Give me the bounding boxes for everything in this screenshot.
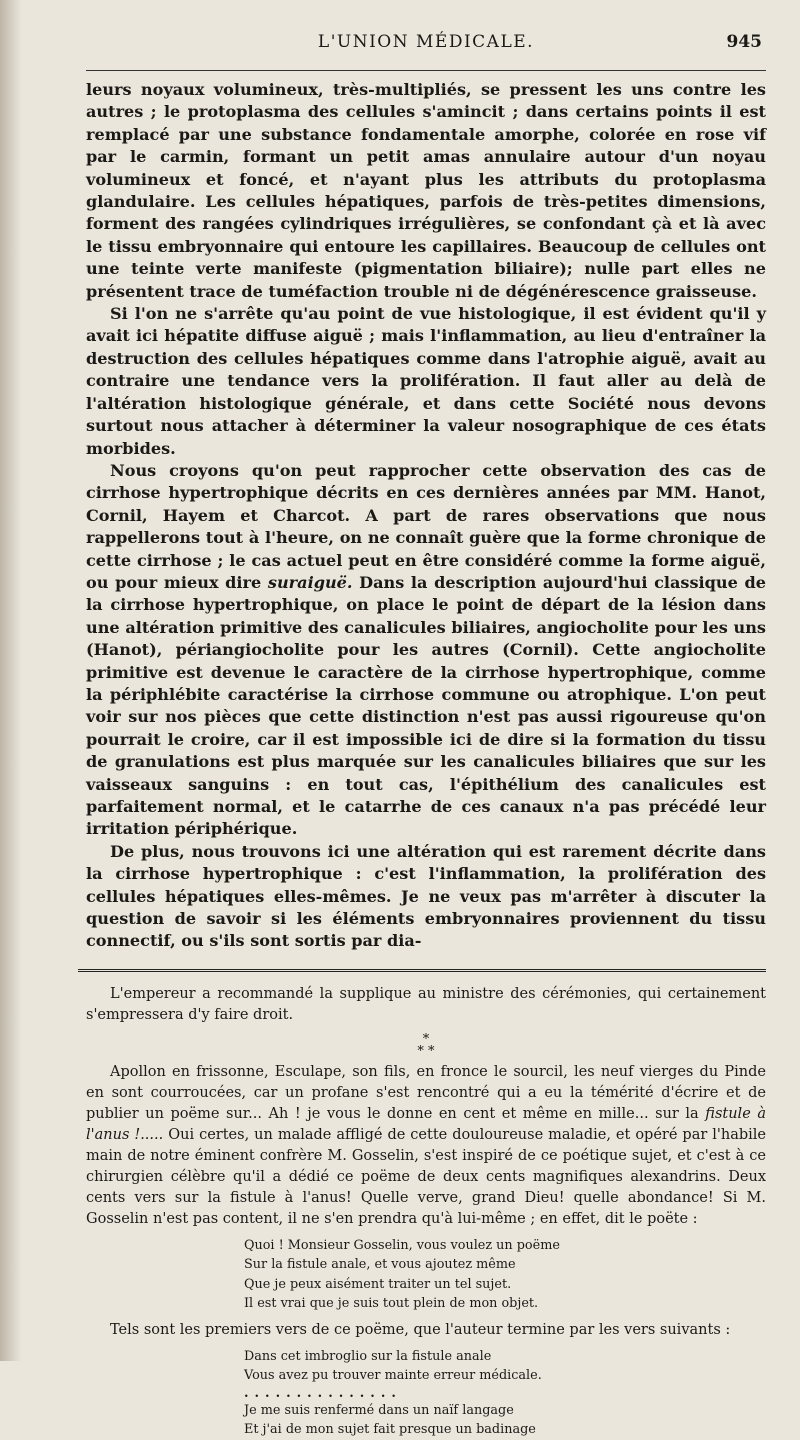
feuilleton-paragraph: Tels sont les premiers vers de ce poëme, que l'auteur termine par les vers suivants : (110, 1321, 731, 1338)
verse-line: Dans cet imbroglio sur la fistule anale (244, 1348, 492, 1364)
verse-line: Et j'ai de mon sujet fait presque un badinage (244, 1422, 536, 1438)
feuilleton-paragraph: L'empereur a recommandé la supplique au ministre des cérémonies, qui certainement s'empressera d'y faire droit. (86, 985, 766, 1023)
verse-block (244, 1236, 766, 1314)
article-paragraph (86, 460, 766, 841)
verse-line: Je me suis renfermé dans un naïf langage (244, 1402, 514, 1418)
header-rule (86, 70, 766, 71)
page-number: 945 (726, 32, 762, 52)
article-paragraph-text: Dans la description aujourd'hui classique de la cirrhose hypertrophique, on place le point de départ de la lésion dans une altération primitive des canalicules biliaires, angiocholite pour les uns (Hanot), périangiocholite pour les autres (Cornil). Cette angiocholite primitive est devenue le caractère de la cirrhose hypertrophique, comme la périphlébite caractérise la cirrhose commune ou atrophique. L'on peut voir sur nos pièces que cette distinction n'est pas aussi rigoureuse qu'on pourrait le croire, car il est impossible ici de dire si la formation du tissu de granulations est plus marquée sur les canalicules biliaires que sur les vaisseaux sanguins : en tout cas, l'épithélium des canalicules est parfaitement normal, et le catarrhe de ces canaux n'a pas précédé leur irritation périphérique. (86, 572, 766, 839)
article-paragraph-text: Nous croyons qu'on peut rapprocher cette observation des cas de cirrhose hypertrophique décrits en ces dernières années par MM. Hanot, Cornil, Hayem et Charcot. A part de rares observations que nous rappellerons tout à l'heure, on ne connaît guère que la forme chronique de cette cirrhose ; le cas actuel peut en être considéré comme la forme aiguë, ou pour mieux dire (86, 460, 766, 592)
emphasis-phrase: fistule à l'anus !..... (86, 1105, 766, 1143)
running-header (86, 32, 766, 64)
verse-ellipsis: ............... (244, 1385, 402, 1401)
feuilleton-paragraph (86, 1062, 766, 1230)
feuilleton-separator (78, 969, 766, 972)
emphasis-word: suraiguë. (267, 572, 353, 592)
feuilleton-paragraph-text: Oui certes, un malade affligé de cette douloureuse maladie, et opéré par l'habile main de notre éminent confrère M. Gosselin, s'est inspiré de ce poétique sujet, et c'est à ce chirurgien célèbre qu'il a dédié ce poëme de deux cents magnifiques alexandrins. Deux cents vers sur la fistule à l'anus! Quelle verve, grand Dieu! quelle abondance! Si M. Gosselin n'est pas content, il ne s'en prendra qu'à lui-même ; en effet, dit le poëte : (86, 1126, 767, 1227)
verse-line: Vous avez pu trouver mainte erreur médicale. (244, 1368, 542, 1384)
article-body (86, 79, 766, 953)
feuilleton (86, 984, 766, 1440)
journal-title: L'UNION MÉDICALE. (317, 32, 535, 52)
feuilleton-paragraph-text: Apollon en frissonne, Esculape, son fils, en fronce le sourcil, les neuf vierges du Pinde en sont courroucées, car un profane s'est rencontré qui a eu la témérité d'écrire et de publier un poëme sur... Ah ! je vous le donne en cent et même en mille... sur la (86, 1063, 766, 1122)
verse-line: Sur la fistule anale, et vous ajoutez même (244, 1257, 516, 1273)
article-paragraph: De plus, nous trouvons ici une altération qui est rarement décrite dans la cirrhose hypertrophique : c'est l'inflammation, la prolifération des cellules hépatiques elles-mêmes. Je ne veux pas m'arrêter à discuter la question de savoir si les éléments embryonnaires proviennent du tissu connectif, ou s'ils sont sortis par dia- (86, 841, 766, 951)
article-paragraph: Si l'on ne s'arrête qu'au point de vue histologique, il est évident qu'il y avait ici hépatite diffuse aiguë ; mais l'inflammation, au lieu d'entraîner la destruction des cellules hépatiques comme dans l'atrophie aiguë, avait au contraire une tendance vers la prolifération. Il faut aller au delà de l'altération histologique générale, et dans cette Société nous devons surtout nous attacher à déterminer la valeur nosographique de ces états morbides. (86, 304, 766, 458)
article-paragraph: leurs noyaux volumineux, très-multipliés, se pressent les uns contre les autres ; le protoplasma des cellules s'amincit ; dans certains points il est remplacé par une substance fondamentale amorphe, colorée en rose vif par le carmin, formant un petit amas annulaire autour d'un noyau volumineux et foncé, et n'ayant plus les attributs du protoplasma glandulaire. Les cellules hépatiques, parfois de très-petites dimensions, forment des rangées cylindriques irrégulières, se confondant çà et là avec le tissu embryonnaire qui entoure les capillaires. Beaucoup de cellules ont une teinte verte manifeste (pigmentation biliaire); nulle part elles ne présentent trace de tuméfaction trouble ni de dégénérescence graisseuse. (86, 80, 766, 301)
verse-line: Que je peux aisément traiter un tel sujet. (244, 1276, 512, 1292)
verse-line: Quoi ! Monsieur Gosselin, vous voulez un poëme (244, 1237, 560, 1253)
binding-shadow (0, 0, 22, 1361)
asterism: * * * (417, 1031, 435, 1059)
verse-line: Il est vrai que je suis tout plein de mon objet. (244, 1296, 539, 1312)
